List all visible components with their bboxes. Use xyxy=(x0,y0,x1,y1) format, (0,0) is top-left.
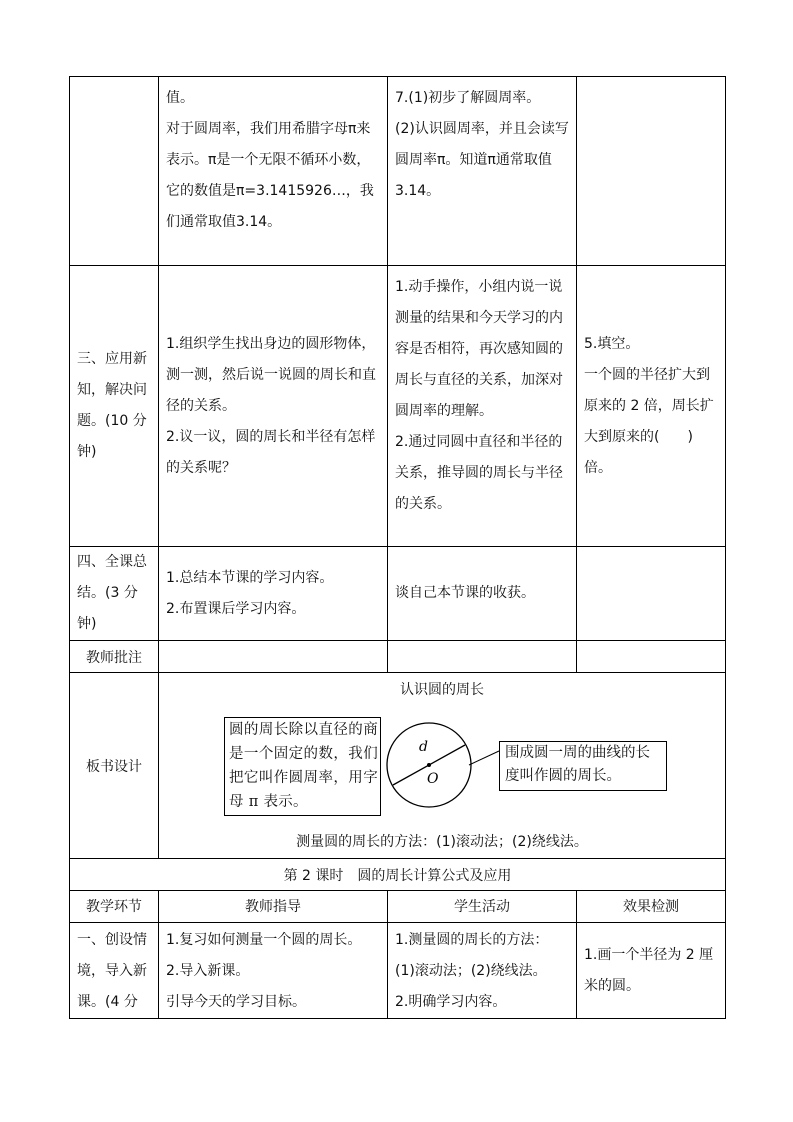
student-line: (2)认识圆周率，并且会读写圆周率π。知道π通常取值 3.14。 xyxy=(395,121,569,199)
row-lesson2-intro xyxy=(70,923,726,1019)
teacher-line: 2.布置课后学习内容。 xyxy=(166,600,306,617)
check-line: 5.填空。 xyxy=(584,335,640,352)
board-title: 认识圆的周长 xyxy=(400,682,484,698)
header-stage: 教学环节 xyxy=(70,891,159,923)
stage-label: 四、全课总结。(3 分钟) xyxy=(77,554,147,632)
teacher-line: 对于圆周率，我们用希腊字母π来表示。π是一个无限不循环小数，它的数值是π=3.1415926…，我们通常取值3.14。 xyxy=(166,121,374,230)
board-label-cell xyxy=(70,673,159,859)
teacher-line: 引导今天的学习目标。 xyxy=(166,994,306,1010)
student-line: 2.通过同圆中直径和半径的关系，推导圆的周长与半径的关系。 xyxy=(395,434,563,512)
teacher-line: 1.组织学生找出身边的圆形物体，测一测，然后说一说圆的周长和直径的关系。 xyxy=(166,335,376,414)
check-cell-empty xyxy=(577,77,726,266)
stage-cell xyxy=(70,923,159,1019)
comment-cell-empty xyxy=(388,641,577,673)
student-line: 2.明确学习内容。 xyxy=(395,994,507,1010)
lesson2-title: 第 2 课时 圆的周长计算公式及应用 xyxy=(283,867,512,884)
row-apply xyxy=(70,266,726,547)
teacher-cell xyxy=(159,923,388,1019)
teacher-cell xyxy=(159,266,388,547)
student-cell xyxy=(388,547,577,641)
teacher-line: 2.议一议，圆的周长和半径有怎样的关系呢？ xyxy=(166,428,376,476)
stage-label: 三、应用新知，解决问题。(10 分钟) xyxy=(77,351,147,460)
stage-cell-empty xyxy=(70,77,159,266)
stage-label: 一、创设情境，导入新课。(4 分 xyxy=(77,932,147,1010)
student-line: (1)滚动法；(2)绕线法。 xyxy=(395,963,547,979)
pi-definition-box: 圆的周长除以直径的商是一个固定的数，我们把它叫作圆周率，用字母 π 表示。 xyxy=(224,717,381,816)
check-line: 1.画一个半径为 2 厘米的圆。 xyxy=(584,946,714,994)
lesson2-title-cell xyxy=(70,859,726,891)
header-check: 效果检测 xyxy=(577,891,726,923)
check-cell-empty xyxy=(577,547,726,641)
row-lesson2-headers xyxy=(70,891,726,923)
student-line: 谈自己本节课的收获。 xyxy=(395,585,535,601)
diameter-label: d xyxy=(419,739,428,755)
pointer-line xyxy=(469,751,499,765)
center-dot xyxy=(427,763,431,767)
student-line: 1.动手操作，小组内说一说测量的结果和今天学习的内容是否相符，再次感知圆的周长与直径的关系，加深对圆周率的理解。 xyxy=(395,279,563,419)
teacher-line: 值。 xyxy=(166,90,194,106)
check-cell xyxy=(577,266,726,547)
circle-diagram xyxy=(383,721,503,811)
teacher-line: 2.导入新课。 xyxy=(166,963,250,979)
row-comment xyxy=(70,641,726,673)
lesson-plan-table xyxy=(69,76,726,1019)
comment-label: 教师批注 xyxy=(86,649,142,666)
check-cell xyxy=(577,923,726,1019)
center-label: O xyxy=(427,771,439,787)
comment-cell-empty xyxy=(577,641,726,673)
circumference-definition-box: 围成圆一周的曲线的长度叫作圆的周长。 xyxy=(499,741,667,791)
header-student: 学生活动 xyxy=(388,891,577,923)
stage-cell xyxy=(70,547,159,641)
header-teacher: 教师指导 xyxy=(159,891,388,923)
student-line: 1.测量圆的周长的方法： xyxy=(395,932,549,948)
teacher-cell xyxy=(159,77,388,266)
student-cell xyxy=(388,923,577,1019)
row-board xyxy=(70,673,726,859)
row-lesson2-title xyxy=(70,859,726,891)
teacher-cell xyxy=(159,547,388,641)
student-cell xyxy=(388,77,577,266)
student-cell xyxy=(388,266,577,547)
measurement-methods: 测量圆的周长的方法：(1)滚动法；(2)绕线法。 xyxy=(296,834,588,850)
board-label: 板书设计 xyxy=(86,758,142,775)
stage-cell xyxy=(70,266,159,547)
comment-cell-empty xyxy=(159,641,388,673)
student-line: 7.(1)初步了解圆周率。 xyxy=(395,90,541,106)
row-summary xyxy=(70,547,726,641)
check-line: 一个圆的半径扩大到原来的 2 倍，周长扩大到原来的( )倍。 xyxy=(584,366,714,476)
row-pi xyxy=(70,77,726,266)
board-content-cell xyxy=(159,673,726,859)
teacher-line: 1.总结本节课的学习内容。 xyxy=(166,569,334,586)
teacher-line: 1.复习如何测量一个圆的周长。 xyxy=(166,932,362,948)
board-design xyxy=(159,673,725,857)
comment-label-cell xyxy=(70,641,159,673)
